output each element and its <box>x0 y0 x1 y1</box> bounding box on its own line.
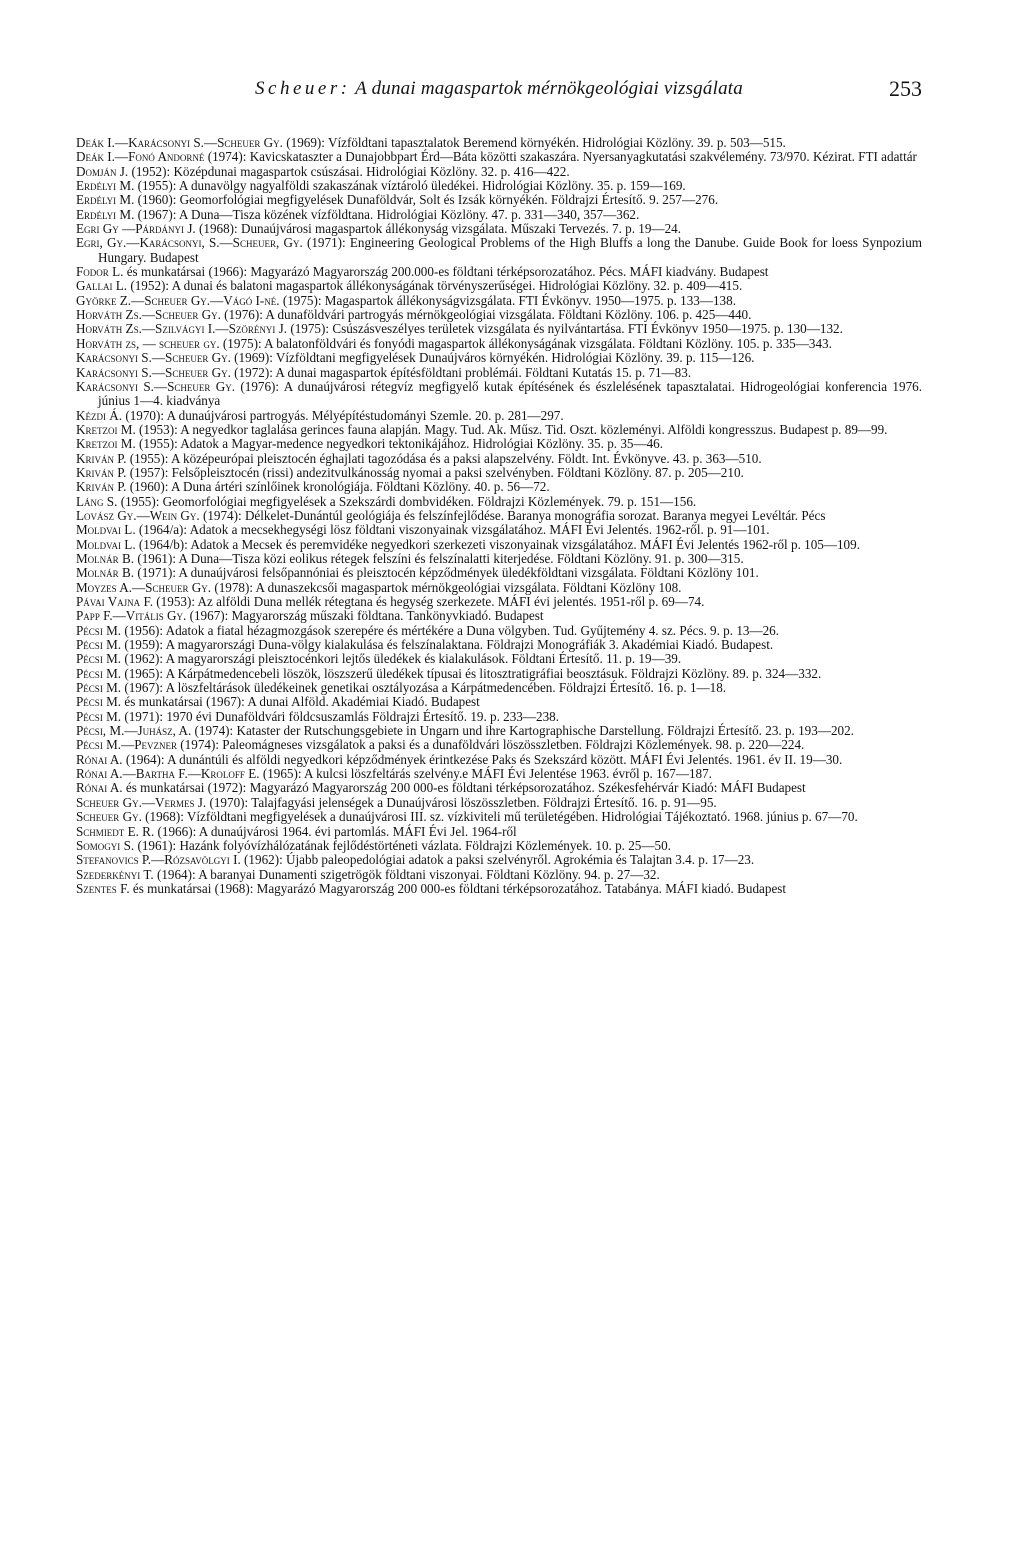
reference-entry <box>76 638 922 652</box>
reference-entry <box>76 208 922 222</box>
reference-text: (1967): A löszfeltárások üledékeinek genetikai osztályozása a Kárpátmedencében. Földrajzi Értesítő. 16. p. 1—18. <box>121 680 727 696</box>
reference-text: (1956): Adatok a fiatal hézagmozgások szerepére és mértékére a Duna völgyben. Tud. Gyűjtemény 4. sz. Pécs. 9. p. 13—26. <box>121 622 780 638</box>
reference-text: (1962): A magyarországi pleisztocénkori lejtős üledékek és kialakulások. Földtani Értesítő. 11. p. 19—39. <box>121 651 682 667</box>
reference-text: (1971): A dunaújvárosi felsőpannóniai és pleisztocén képződmények üledékföldtani vizsgálata. Földtani Közlöny 101. <box>134 565 759 581</box>
reference-text: és munkatársai (1966): Magyarázó Magyarország 200.000-es földtani térképsorozatához. Pécs. MÁFI kiadvány. Budapest <box>123 264 769 280</box>
reference-text: (1974): Délkelet-Dunántúl geológiája és felszínfejlődése. Baranya monográfia sorozat. Baranya megyei Levéltár. Pécs <box>199 507 826 523</box>
page-number: 253 <box>889 76 922 101</box>
reference-text: (1974): Kataster der Rutschungsgebiete in Ungarn und ihre Kartographische Darstellung. Földrajzi Értesítő. 23. p. 193—202. <box>191 723 854 739</box>
reference-authors: Kriván P. <box>76 464 127 480</box>
reference-authors: Pécsi M. <box>76 637 122 653</box>
reference-entry <box>76 868 922 882</box>
reference-authors: Moldvai L. <box>76 536 136 552</box>
reference-entry <box>76 236 922 265</box>
reference-text: (1969): Vízföldtani tapasztalatok Beremend környékén. Hidrológiai Közlöny. 39. p. 503—515. <box>282 135 786 150</box>
reference-authors: Egri Gy —Párdányi J. <box>76 221 196 237</box>
reference-text: (1955): A középeurópai pleisztocén éghajlati tagozódása és a paksi alapszelvény. Földt. Int. Évkönyve. 43. p. 363—510. <box>126 450 762 466</box>
reference-entry <box>76 624 922 638</box>
reference-text: (1960): A Duna ártéri színlőinek kronológiája. Földtani Közlöny. 40. p. 56—72. <box>126 479 550 495</box>
reference-entry <box>76 581 922 595</box>
reference-authors: Kézdi Á. <box>76 407 123 423</box>
reference-authors: Erdélyi M. <box>76 206 135 222</box>
reference-entry <box>76 695 922 709</box>
reference-text: (1965): A kulcsi löszfeltárás szelvény.e MÁFI Évi Jelentése 1963. évről p. 167—187. <box>259 766 712 782</box>
reference-entry <box>76 825 922 839</box>
reference-authors: Karácsonyi S.—Scheuer Gy. <box>76 364 231 380</box>
reference-entry <box>76 509 922 523</box>
reference-authors: Rónai A.—Bartha F.—Kroloff E. <box>76 766 260 782</box>
reference-text: (1955): Adatok a Magyar-medence negyedkori tektonikájához. Hidrológiai Közlöny. 35. p. 35—46. <box>135 436 664 452</box>
reference-entry <box>76 480 922 494</box>
running-head-author: Scheuer: <box>255 78 351 99</box>
reference-text: (1960): Geomorfológiai megfigyelések Dunaföldvár, Solt és Izsák környékén. Földrajzi Értesítő. 9. 257—276. <box>134 192 719 208</box>
reference-authors: Lovász Gy.—Wein Gy. <box>76 507 200 523</box>
reference-entry <box>76 308 922 322</box>
reference-text: (1974): Paleomágneses vizsgálatok a paksi és a dunaföldvári löszösszletben. Földrajzi Közlemények. 98. p. 220—224. <box>177 737 805 753</box>
reference-authors: Györke Z.—Scheuer Gy.—Vágó I-né. <box>76 292 280 308</box>
reference-entry <box>76 452 922 466</box>
reference-entry <box>76 179 922 193</box>
reference-authors: Schmiedt E. R. <box>76 823 155 839</box>
reference-authors: Pécsi M. <box>76 708 122 724</box>
running-head-title: A dunai magaspartok mérnökgeológiai vizsgálata <box>355 78 743 99</box>
reference-authors: Kretzoi M. <box>76 421 136 437</box>
reference-authors: Horváth Zs.—Scheuer Gy. <box>76 307 221 323</box>
reference-authors: Pécsi M. <box>76 651 122 667</box>
reference-authors: Deák I.—Karácsonyi S.—Scheuer Gy. <box>76 135 283 150</box>
reference-entry <box>76 882 922 896</box>
reference-authors: Pávai Vajna F. <box>76 594 154 609</box>
reference-entry <box>76 667 922 681</box>
reference-entry <box>76 322 922 336</box>
reference-entry <box>76 652 922 666</box>
reference-entry <box>76 437 922 451</box>
reference-authors: Gallai L. <box>76 278 128 294</box>
reference-text: (1975): A balatonföldvári és fonyódi magaspartok állékonyságának vizsgálata. Földtani Közlöny. 105. p. 335—343. <box>219 335 832 351</box>
reference-entry <box>76 710 922 724</box>
reference-entry <box>76 165 922 179</box>
reference-authors: Molnár B. <box>76 550 135 566</box>
reference-text: (1964): A baranyai Dunamenti szigetrögök földtani viszonyai. Földtani Közlöny. 94. p. 27—32. <box>153 866 660 882</box>
reference-entry <box>76 738 922 752</box>
reference-text: (1953): Az alföldi Duna mellék rétegtana és hegység szerkezete. MÁFI évi jelentés. 1951-ről p. 69—74. <box>153 594 705 609</box>
reference-text: (1978): A dunaszekcsői magaspartok mérnökgeológiai vizsgálata. Földtani Közlöny 108. <box>211 579 682 595</box>
reference-authors: Erdélyi M. <box>76 178 135 194</box>
reference-entry <box>76 796 922 810</box>
reference-authors: Pécsi M. <box>76 665 122 681</box>
reference-authors: Pécsi, M.—Juhász, A. <box>76 723 192 739</box>
reference-authors: Pécsi M. <box>76 680 122 696</box>
reference-authors: Fodor L. <box>76 264 124 280</box>
reference-entry <box>76 136 922 150</box>
reference-entry <box>76 609 922 623</box>
reference-entry <box>76 423 922 437</box>
reference-text: (1952): Középdunai magaspartok csúszásai. Hidrológiai Közlöny. 32. p. 416—422. <box>128 163 570 179</box>
reference-authors: Moldvai L. <box>76 522 136 538</box>
reference-authors: Horváth Zs.—Szilvágyi I.—Szörényi J. <box>76 321 288 337</box>
reference-entry <box>76 380 922 409</box>
reference-entry <box>76 337 922 351</box>
reference-text: (1972): A dunai magaspartok építésföldtani problémái. Földtani Kutatás 15. p. 71—83. <box>230 364 692 380</box>
reference-authors: Moyzes A.—Scheuer Gy. <box>76 579 212 595</box>
reference-entry <box>76 724 922 738</box>
reference-authors: Kriván P. <box>76 450 127 466</box>
reference-authors: Papp F.—Vitális Gy. <box>76 608 187 624</box>
reference-text: (1961): Hazánk folyóvízhálózatának fejlődéstörténeti vázlata. Földrajzi Közlemények. 10. p. 25—50. <box>134 837 671 853</box>
reference-entry <box>76 466 922 480</box>
reference-authors: Karácsonyi S.—Scheuer Gy. <box>76 378 236 394</box>
page <box>76 72 922 896</box>
running-head <box>76 72 922 112</box>
reference-entry <box>76 366 922 380</box>
reference-entry <box>76 279 922 293</box>
reference-text: (1966): A dunaújvárosi 1964. évi partomlás. MÁFI Évi Jel. 1964-ről <box>154 823 517 839</box>
reference-authors: Szentes F. <box>76 880 130 896</box>
reference-text: (1975): Csúszásveszélyes területek vizsgálata és nyilvántartása. FTI Évkönyv 1950—1975. p. 130—132. <box>287 321 843 337</box>
reference-text: (1968): Dunaújvárosi magaspartok állékonyság vizsgálata. Műszaki Tervezés. 7. p. 19—24. <box>195 221 681 237</box>
reference-entry <box>76 409 922 423</box>
reference-entry <box>76 495 922 509</box>
reference-authors: Scheuer Gy.—Vermes J. <box>76 794 207 810</box>
reference-text: (1965): A Kárpátmedencebeli löszök, löszszerű üledékek típusai és litosztratigráfiai beosztásuk. Földrajzi Közlöny. 89. p. 324—332. <box>121 665 822 681</box>
reference-text: (1953): A negyedkor taglalása gerinces fauna alapján. Magy. Tud. Ak. Műsz. Tid. Oszt. közleményi. Alföldi kongresszus. Budapest p. 89—99. <box>135 421 888 437</box>
reference-authors: Rónai A. <box>76 780 123 796</box>
reference-text: (1975): Magaspartok állékonyságvizsgálata. FTI Évkönyv. 1950—1975. p. 133—138. <box>279 292 736 308</box>
reference-authors: Somogyi S. <box>76 837 135 853</box>
reference-text: (1955): A dunavölgy nagyalföldi szakaszának víztároló üledékei. Hidrológiai Közlöny. 35. p. 159—169. <box>134 178 686 194</box>
reference-authors: Pécsi M. <box>76 694 122 710</box>
reference-authors: Horváth zs, — scheuer gy. <box>76 335 220 351</box>
reference-authors: Molnár B. <box>76 565 135 581</box>
reference-entry <box>76 853 922 867</box>
reference-text: (1961): A Duna—Tisza közi eolikus rétegek felszíni és felszínalatti kiterjedése. Földtani Közlöny. 91. p. 300—315. <box>134 550 744 566</box>
reference-entry <box>76 767 922 781</box>
reference-text: és munkatársai (1967): A dunai Alföld. Akadémiai Kiadó. Budapest <box>121 694 480 710</box>
reference-entry <box>76 193 922 207</box>
reference-authors: Egri, Gy.—Karácsonyi, S.—Scheuer, Gy. <box>76 235 303 251</box>
reference-text: (1968): Vízföldtani megfigyelések a dunaújvárosi III. sz. vízkiviteli mű területégében. Hidrológiai Tájékoztató. 1968. június p. 67—70. <box>141 809 858 825</box>
reference-entry <box>76 523 922 537</box>
reference-text: (1970): A dunaújvárosi partrogyás. Mélyépítéstudományi Szemle. 20. p. 281—297. <box>122 407 564 423</box>
reference-text: (1962): Újabb paleopedológiai adatok a paksi szelvényről. Agrokémia és Talajtan 3.4. p. 17—23. <box>240 852 755 868</box>
reference-text: (1952): A dunai és balatoni magaspartok állékonyságának törvényszerűségei. Hidrológiai Közlöny. 32. p. 409—415. <box>127 278 743 294</box>
reference-text: (1971): 1970 évi Dunaföldvári földcsuszamlás Földrajzi Értesítő. 19. p. 233—238. <box>121 708 560 724</box>
reference-entry <box>76 265 922 279</box>
reference-authors: Pécsi M.—Pevzner <box>76 737 178 753</box>
reference-text: és munkatársai (1972): Magyarázó Magyarország 200 000-es földtani térképsorozatához. Székesfehérvár Kiadó: MÁFI Budapest <box>122 780 806 796</box>
reference-text: (1971): Engineering Geological Problems of the High Bluffs a long the Danube. Guide Book for loess Synpozium Hungary. Budapest <box>98 235 922 265</box>
reference-authors: Scheuer Gy. <box>76 809 142 825</box>
reference-text: (1964/a): Adatok a mecsekhegységi lösz földtani viszonyainak vizsgálatához. MÁFI Évi Jelentés. 1962-ről. p. 91—101. <box>135 522 770 538</box>
reference-entry <box>76 150 922 164</box>
reference-authors: Stefanovics P.—Rózsavölgyi I. <box>76 852 241 868</box>
running-title <box>76 78 922 100</box>
reference-text: (1964/b): Adatok a Mecsek és peremvidéke negyedkori szerkezeti viszonyainak vizsgálatához. MÁFI Évi Jelentés 1962-ről p. 105—109. <box>135 536 860 552</box>
reference-entry <box>76 222 922 236</box>
reference-entry <box>76 294 922 308</box>
reference-text: (1967): Magyarország műszaki földtana. Tankönyvkiadó. Budapest <box>186 608 544 624</box>
reference-text: és munkatársai (1968): Magyarázó Magyarország 200 000-es földtani térképsorozatához. Tatabánya. MÁFI kiadó. Budapest <box>129 880 787 896</box>
reference-entry <box>76 552 922 566</box>
reference-entry <box>76 538 922 552</box>
reference-authors: Kriván P. <box>76 479 127 495</box>
reference-text: (1957): Felsőpleisztocén (rissi) andezitvulkánosság nyomai a paksi szelvényben. Földtani Közlöny. 87. p. 205—210. <box>126 464 744 480</box>
reference-entry <box>76 595 922 609</box>
reference-entry <box>76 351 922 365</box>
reference-authors: Deák I.—Fonó Andorné <box>76 149 205 165</box>
reference-entry <box>76 753 922 767</box>
reference-entry <box>76 681 922 695</box>
reference-entry <box>76 839 922 853</box>
reference-authors: Erdélyi M. <box>76 192 135 208</box>
reference-entry <box>76 566 922 580</box>
reference-authors: Domján J. <box>76 163 129 179</box>
reference-text: (1969): Vízföldtani megfigyelések Dunaújváros környékén. Hidrológiai Közlöny. 39. p. 115—126. <box>230 350 755 366</box>
reference-list <box>76 136 922 896</box>
reference-authors: Pécsi M. <box>76 622 122 638</box>
reference-entry <box>76 781 922 795</box>
reference-text: (1974): Kavicskataszter a Dunajobbpart Érd—Báta közötti szakaszára. Nyersanyagkutatási szakvélemény. 73/970. Kézirat. FTI adattár <box>204 149 917 165</box>
reference-text: (1967): A Duna—Tisza közének vízföldtana. Hidrológiai Közlöny. 47. p. 331—340, 357—362. <box>134 206 640 222</box>
reference-text: (1976): A dunaújvárosi rétegvíz megfigyelő kutak építésének és észlelésének tapasztalatai. Hidrogeológiai konferencia 1976. június 1—4. kiadványa <box>98 378 922 409</box>
reference-text: (1964): A dunántúli és alföldi negyedkori képződmények érintkezése Paks és Szekszárd között. MÁFI Évi Jelentés. 1961. év II. 19—30. <box>122 751 843 767</box>
reference-text: (1955): Geomorfológiai megfigyelések a Szekszárdi dombvidéken. Földrajzi Közlemények. 79. p. 151—156. <box>117 493 697 509</box>
reference-authors: Láng S. <box>76 493 118 509</box>
reference-authors: Karácsonyi S.—Scheuer Gy. <box>76 350 231 366</box>
reference-authors: Kretzoi M. <box>76 436 136 452</box>
reference-text: (1959): A magyarországi Duna-völgy kialakulása és felszínalaktana. Földrajzi Monográfiák 3. Akadémiai Kiadó. Budapest. <box>121 637 774 653</box>
reference-authors: Rónai A. <box>76 751 123 767</box>
reference-entry <box>76 810 922 824</box>
reference-text: (1976): A dunaföldvári partrogyás mérnökgeológiai vizsgálata. Földtani Közlöny. 106. p. 425—440. <box>220 307 752 323</box>
reference-authors: Szederkényi T. <box>76 866 154 882</box>
reference-text: (1970): Talajfagyási jelenségek a Dunaújvárosi löszösszletben. Földrajzi Értesítő. 16. p. 91—95. <box>206 794 717 810</box>
